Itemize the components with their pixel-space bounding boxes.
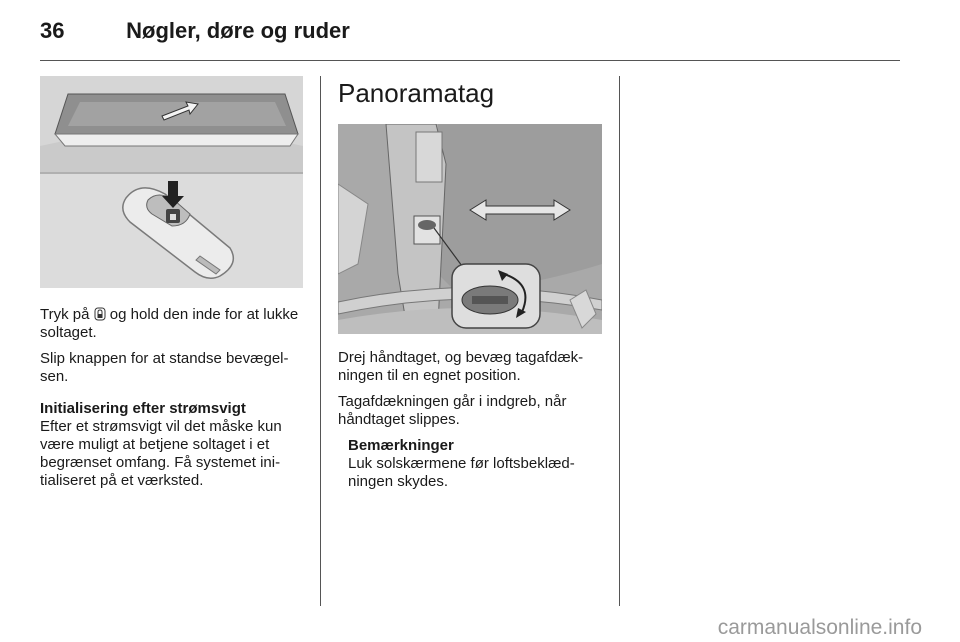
instruction-press: Tryk på og hold den inde for at lukke soltaget. — [40, 306, 299, 341]
instruction-release: Slip knappen for at standse bevægelsen. — [40, 350, 289, 385]
watermark: carmanualsonline.info — [717, 616, 922, 639]
initialisation-text: Efter et strømsvigt vil det måske kun være muligt at betjene soltaget i et begrænset omfang. Få systemet initialiseret på et værksted. — [40, 418, 282, 489]
section-title: Panoramatag — [338, 78, 495, 108]
instruction-turn-handle: Drej håndtaget, og bevæg tagafdækningen til en egnet position. — [338, 349, 584, 384]
middle-column-text — [338, 349, 608, 491]
sunroof-key-illustration — [40, 76, 303, 288]
column-divider-left — [320, 76, 321, 606]
panorama-roof-illustration — [338, 124, 602, 334]
note-heading: Bemærkninger — [348, 437, 454, 454]
page-number: 36 — [40, 18, 65, 43]
note-text: Luk solskærmene før loftsbeklædningen skydes. — [348, 455, 575, 490]
header-rule — [40, 60, 900, 61]
note-block — [338, 437, 608, 491]
instruction-engage: Tagafdækningen går i indgreb, når håndtaget slippes. — [338, 393, 567, 428]
lock-icon — [94, 307, 106, 321]
left-column-text — [40, 306, 306, 498]
section-heading-wrap — [338, 78, 604, 108]
subheading-initialisation: Initialisering efter strømsvigt — [40, 400, 246, 417]
column-divider-right — [619, 76, 620, 606]
page-title: Nøgler, døre og ruder — [126, 18, 350, 43]
page-header — [40, 18, 350, 44]
